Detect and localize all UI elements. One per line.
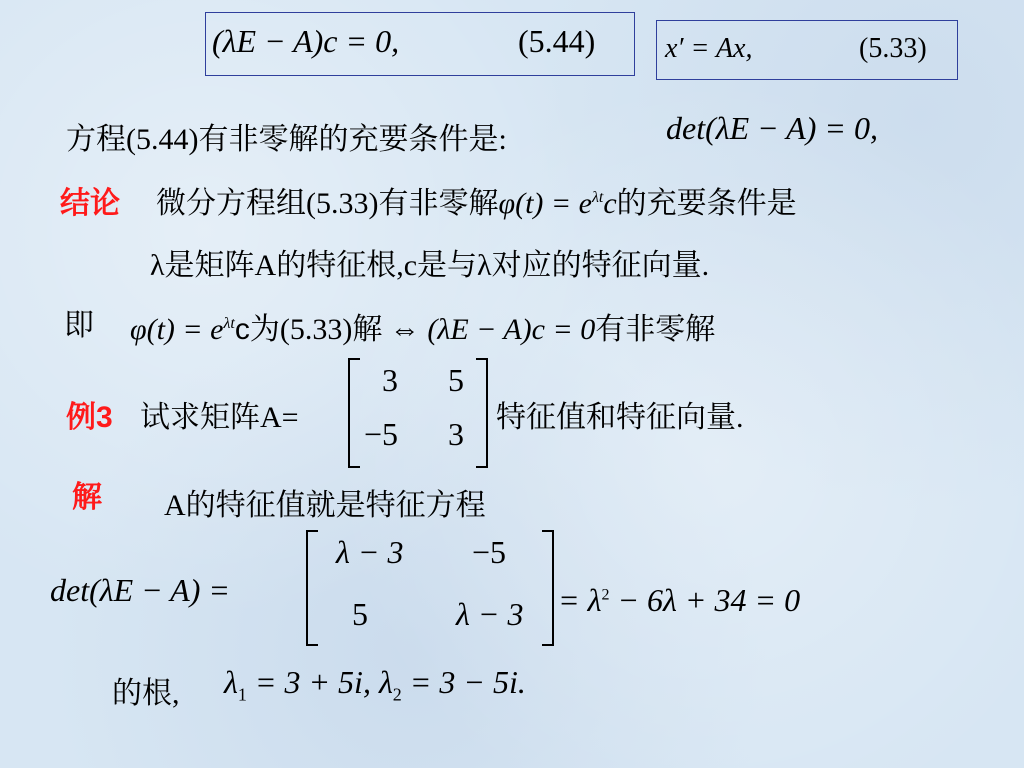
right-bracket <box>542 530 554 646</box>
example-label: 例3 <box>66 401 113 434</box>
roots-pre: 的根, <box>112 677 180 710</box>
solution-of-5-33: 为(5.33)解 ⇔ <box>249 313 420 346</box>
matrix-a <box>348 358 488 468</box>
matrix-cell: 5 <box>352 596 368 632</box>
example-pre: 试求矩阵A= <box>140 401 299 434</box>
equivalence-line <box>130 304 715 348</box>
equation-5-44: (λE − A)c = 0, <box>212 23 400 59</box>
matrix-cell: 3 <box>382 362 398 398</box>
eigen-statement: λ是矩阵A的特征根,c是与λ对应的特征向量. <box>150 249 710 282</box>
matrix-cell: −5 <box>364 416 399 452</box>
exponent: λt <box>591 189 604 206</box>
homogeneous-equation: (λE − A)c = 0 <box>427 313 596 346</box>
solution-text: A的特征值就是特征方程 <box>164 489 486 522</box>
equation-5-33: x′ = Ax, <box>665 33 753 64</box>
condition-text: 方程(5.44)有非零解的充要条件是: <box>66 123 507 156</box>
left-bracket <box>306 530 318 646</box>
conclusion-post: 的充要条件是 <box>616 187 797 220</box>
matrix-cell: λ − 3 <box>336 534 404 570</box>
vector-c: c <box>603 187 617 220</box>
power-2: 2 <box>601 586 610 604</box>
vector-c-2: c <box>234 313 250 346</box>
phi-expression-2: φ(t) = e <box>130 313 224 346</box>
phi-expression: φ(t) = e <box>498 187 592 220</box>
ji-label: 即 <box>64 309 94 342</box>
conclusion-pre: 微分方程组(5.33)有非零解 <box>156 187 499 220</box>
right-bracket <box>476 358 488 468</box>
matrix-cell: 5 <box>448 362 464 398</box>
equation-box-5-33 <box>656 20 958 80</box>
equation-tag-5-33: (5.33) <box>859 33 927 64</box>
det-condition: det(λE − A) = 0, <box>666 110 878 146</box>
eigenvalues: $\lambda_1 = 3 + 5i$, $\lambda_2 = 3 - 5i$. <box>224 664 526 705</box>
solution-label: 解 <box>72 481 102 514</box>
matrix-cell: λ − 3 <box>456 596 524 632</box>
det-lhs: det(λE − A) = <box>50 572 230 608</box>
characteristic-polynomial: = $\lambda^2 - 6\lambda + 34 = 0$ <box>558 582 801 618</box>
equation-box-5-44 <box>205 12 635 76</box>
conclusion-label: 结论 <box>60 187 120 220</box>
conclusion-text <box>156 178 797 222</box>
matrix-cell: −5 <box>472 534 507 570</box>
example-post: 特征值和特征向量. <box>496 401 744 434</box>
matrix-cell: 3 <box>448 416 464 452</box>
nonzero-solution-text: 有非零解 <box>595 313 716 346</box>
exponent-2: λt <box>223 315 235 332</box>
det-matrix <box>306 530 554 646</box>
left-bracket <box>348 358 360 468</box>
equation-tag-5-44: (5.44) <box>518 23 596 59</box>
